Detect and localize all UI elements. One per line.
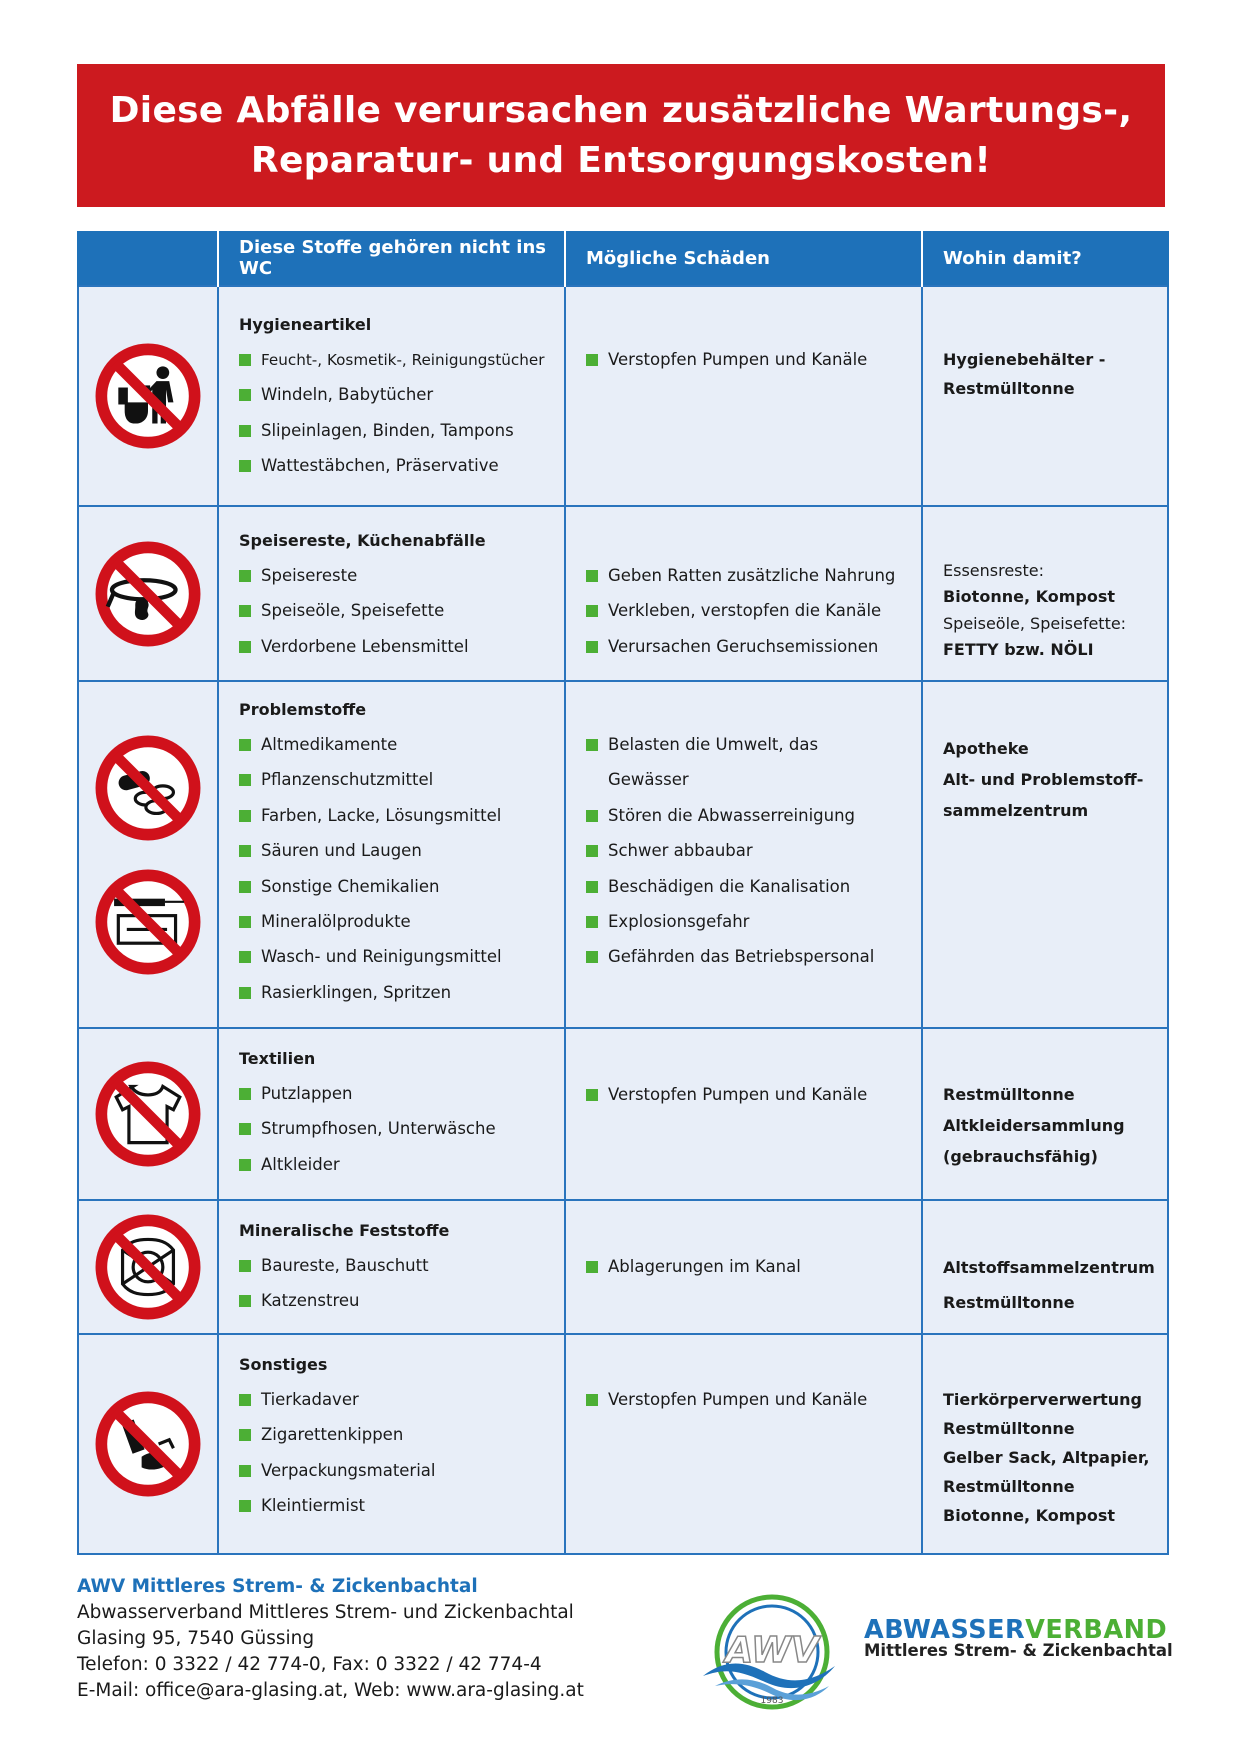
list-item: Verpackungsmaterial: [239, 1453, 564, 1488]
bullet-icon: [239, 987, 251, 999]
substances-cell: [218, 506, 565, 681]
brand-title: ABWASSERVERBAND: [864, 1615, 1168, 1645]
list-item: Slipeinlagen, Binden, Tampons: [239, 413, 564, 448]
bullet-icon: [586, 1261, 598, 1273]
table-row: [78, 286, 1168, 506]
footer-line: Abwasserverband Mittleres Strem- und Zickenbachtal: [77, 1602, 574, 1623]
list-item: Speisereste: [239, 558, 564, 593]
bullet-icon: [239, 570, 251, 582]
title-line-2: Reparatur- und Entsorgungskosten!: [250, 139, 992, 181]
list-item-continuation: Gewässer: [608, 770, 689, 790]
no-food-waste-icon: [95, 541, 201, 647]
bullet-icon: [586, 570, 598, 582]
disposal-text: Restmülltonne: [943, 379, 1075, 398]
bullet-icon: [239, 354, 251, 366]
list-item: Gefährden das Betriebspersonal: [586, 939, 921, 974]
title-banner: [77, 64, 1165, 207]
bullet-icon: [239, 460, 251, 472]
section-title: Textilien: [239, 1049, 316, 1068]
logo-letters: AWV: [725, 1630, 819, 1671]
bullet-icon: [239, 916, 251, 928]
no-minerals-icon: [95, 1214, 201, 1320]
disposal-text: Alt- und Problemstoff-: [943, 770, 1144, 789]
table-row: [78, 1028, 1168, 1200]
column-header-icon: [78, 231, 218, 286]
no-textiles-icon: [95, 1061, 201, 1167]
bullet-icon: [239, 1088, 251, 1100]
logo-year: 1983: [760, 1696, 784, 1706]
bullet-icon: [239, 641, 251, 653]
list-item: Verstopfen Pumpen und Kanäle: [586, 1382, 921, 1417]
disposal-text: Biotonne, Kompost: [943, 587, 1115, 606]
table-row: [78, 1200, 1168, 1334]
list-item: Wasch- und Reinigungsmittel: [239, 939, 564, 974]
list-item: Ablagerungen im Kanal: [586, 1249, 921, 1284]
disposal-cell: [922, 506, 1168, 681]
damages-cell: [565, 681, 922, 1028]
bullet-icon: [239, 605, 251, 617]
icon-cell: [78, 1028, 218, 1200]
list-item: Verkleben, verstopfen die Kanäle: [586, 593, 921, 628]
bullet-icon: [586, 641, 598, 653]
bullet-icon: [586, 354, 598, 366]
disposal-label: Speiseöle, Speisefette:: [943, 614, 1127, 633]
list-item: Stören die Abwasserreinigung: [586, 798, 921, 833]
disposal-text: Gelber Sack, Altpapier,: [943, 1448, 1150, 1467]
disposal-text: FETTY bzw. NÖLI: [943, 640, 1094, 659]
icon-cell: [78, 681, 218, 1028]
no-cigarettes-icon: [95, 1391, 201, 1497]
bullet-icon: [239, 1295, 251, 1307]
list-item: Rasierklingen, Spritzen: [239, 975, 564, 1010]
substances-cell: [218, 681, 565, 1028]
bullet-icon: [239, 1429, 251, 1441]
list-item: Verdorbene Lebensmittel: [239, 629, 564, 664]
bullet-icon: [239, 774, 251, 786]
disposal-text: Hygienebehälter -: [943, 350, 1106, 369]
list-item: Mineralölprodukte: [239, 904, 564, 939]
bullet-icon: [586, 739, 598, 751]
bullet-icon: [239, 739, 251, 751]
waste-table: [77, 231, 1169, 1555]
section-title: Hygieneartikel: [239, 315, 372, 334]
list-item: Speiseöle, Speisefette: [239, 593, 564, 628]
disposal-text: Apotheke: [943, 739, 1029, 758]
list-item: Tierkadaver: [239, 1382, 564, 1417]
disposal-text: (gebrauchsfähig): [943, 1147, 1098, 1166]
bullet-icon: [239, 845, 251, 857]
bullet-icon: [239, 1123, 251, 1135]
footer-phone: Telefon: 0 3322 / 42 774-0, Fax: 0 3322 / 42 774-4: [77, 1654, 542, 1675]
icon-cell: [78, 506, 218, 681]
bullet-icon: [586, 1394, 598, 1406]
list-item: Verstopfen Pumpen und Kanäle: [586, 342, 921, 377]
list-item: Wattestäbchen, Präservative: [239, 448, 564, 483]
disposal-text: Tierkörperverwertung: [943, 1390, 1143, 1409]
list-item: Feucht-, Kosmetik-, Reinigungstücher: [239, 342, 564, 377]
table-row: [78, 506, 1168, 681]
list-item: Farben, Lacke, Lösungsmittel: [239, 798, 564, 833]
substances-cell: [218, 286, 565, 506]
icon-cell: [78, 1200, 218, 1334]
disposal-cell: [922, 681, 1168, 1028]
list-item: Beschädigen die Kanalisation: [586, 869, 921, 904]
no-medicine-icon: [95, 735, 201, 841]
bullet-icon: [586, 1089, 598, 1101]
bullet-icon: [586, 881, 598, 893]
footer-org-name: AWV Mittleres Strem- & Zickenbachtal: [77, 1576, 478, 1597]
footer-address: [77, 1574, 584, 1704]
table-row: [78, 1334, 1168, 1554]
disposal-text: Altkleidersammlung: [943, 1116, 1125, 1135]
brand-subtitle: Mittleres Strem- & Zickenbachtal: [864, 1641, 1173, 1660]
bullet-icon: [586, 951, 598, 963]
bullet-icon: [586, 605, 598, 617]
bullet-icon: [586, 810, 598, 822]
substances-cell: [218, 1334, 565, 1554]
list-item: Pflanzenschutzmittel: [239, 762, 564, 797]
substances-cell: [218, 1200, 565, 1334]
list-item: Schwer abbaubar: [586, 833, 921, 868]
table-header-row: [78, 231, 1168, 286]
section-title: Speisereste, Küchenabfälle: [239, 531, 486, 550]
list-item: Kleintiermist: [239, 1488, 564, 1523]
bullet-icon: [239, 881, 251, 893]
bullet-icon: [239, 425, 251, 437]
section-title: Mineralische Feststoffe: [239, 1221, 450, 1240]
damages-cell: [565, 1028, 922, 1200]
brand-name: [864, 1615, 1173, 1660]
bullet-icon: [239, 389, 251, 401]
disposal-text: Altstoffsammelzentrum: [943, 1258, 1155, 1277]
table-row: [78, 681, 1168, 1028]
column-header-damages: Mögliche Schäden: [565, 231, 922, 286]
bullet-icon: [239, 951, 251, 963]
list-item: Verstopfen Pumpen und Kanäle: [586, 1077, 921, 1112]
bullet-icon: [239, 1159, 251, 1171]
bullet-icon: [239, 1260, 251, 1272]
list-item: Putzlappen: [239, 1076, 564, 1111]
bullet-icon: [586, 916, 598, 928]
awv-logo-icon: [697, 1590, 847, 1720]
list-item: Explosionsgefahr: [586, 904, 921, 939]
list-item: Säuren und Laugen: [239, 833, 564, 868]
list-item: Windeln, Babytücher: [239, 377, 564, 412]
disposal-cell: [922, 1334, 1168, 1554]
substances-cell: [218, 1028, 565, 1200]
damages-cell: [565, 1334, 922, 1554]
bullet-icon: [239, 1465, 251, 1477]
disposal-text: Restmülltonne: [943, 1419, 1075, 1438]
bullet-icon: [239, 810, 251, 822]
disposal-cell: [922, 286, 1168, 506]
section-title: Sonstiges: [239, 1355, 328, 1374]
list-item: Belasten die Umwelt, das: [586, 727, 921, 762]
bullet-icon: [239, 1500, 251, 1512]
footer-contact: E-Mail: office@ara-glasing.at, Web: www.ara-glasing.at: [77, 1680, 584, 1701]
list-item: Sonstige Chemikalien: [239, 869, 564, 904]
list-item: Katzenstreu: [239, 1283, 564, 1318]
icon-cell: [78, 1334, 218, 1554]
list-item: Verursachen Geruchsemissionen: [586, 629, 921, 664]
column-header-disposal: Wohin damit?: [922, 231, 1168, 286]
disposal-cell: [922, 1200, 1168, 1334]
disposal-text: Biotonne, Kompost: [943, 1506, 1115, 1525]
list-item: Altmedikamente: [239, 727, 564, 762]
no-razor-syringe-icon: [95, 869, 201, 975]
disposal-cell: [922, 1028, 1168, 1200]
disposal-text: Restmülltonne: [943, 1085, 1075, 1104]
bullet-icon: [239, 1394, 251, 1406]
disposal-text: sammelzentrum: [943, 801, 1089, 820]
bullet-icon: [586, 845, 598, 857]
damages-cell: [565, 506, 922, 681]
footer-line: Glasing 95, 7540 Güssing: [77, 1628, 315, 1649]
list-item: Baureste, Bauschutt: [239, 1248, 564, 1283]
list-item: Zigarettenkippen: [239, 1417, 564, 1452]
list-item: Geben Ratten zusätzliche Nahrung: [586, 558, 921, 593]
damages-cell: [565, 1200, 922, 1334]
damages-cell: [565, 286, 922, 506]
section-title: Problemstoffe: [239, 700, 367, 719]
title-line-1: Diese Abfälle verursachen zusätzliche Wartungs-,: [109, 89, 1133, 131]
disposal-text: Restmülltonne: [943, 1477, 1075, 1496]
disposal-label: Essensreste:: [943, 561, 1045, 580]
icon-cell: [78, 286, 218, 506]
no-toilet-waste-icon: [95, 343, 201, 449]
column-header-substances: Diese Stoffe gehören nicht ins WC: [218, 231, 565, 286]
list-item: Strumpfhosen, Unterwäsche: [239, 1111, 564, 1146]
disposal-text: Restmülltonne: [943, 1293, 1075, 1312]
list-item: Altkleider: [239, 1147, 564, 1182]
